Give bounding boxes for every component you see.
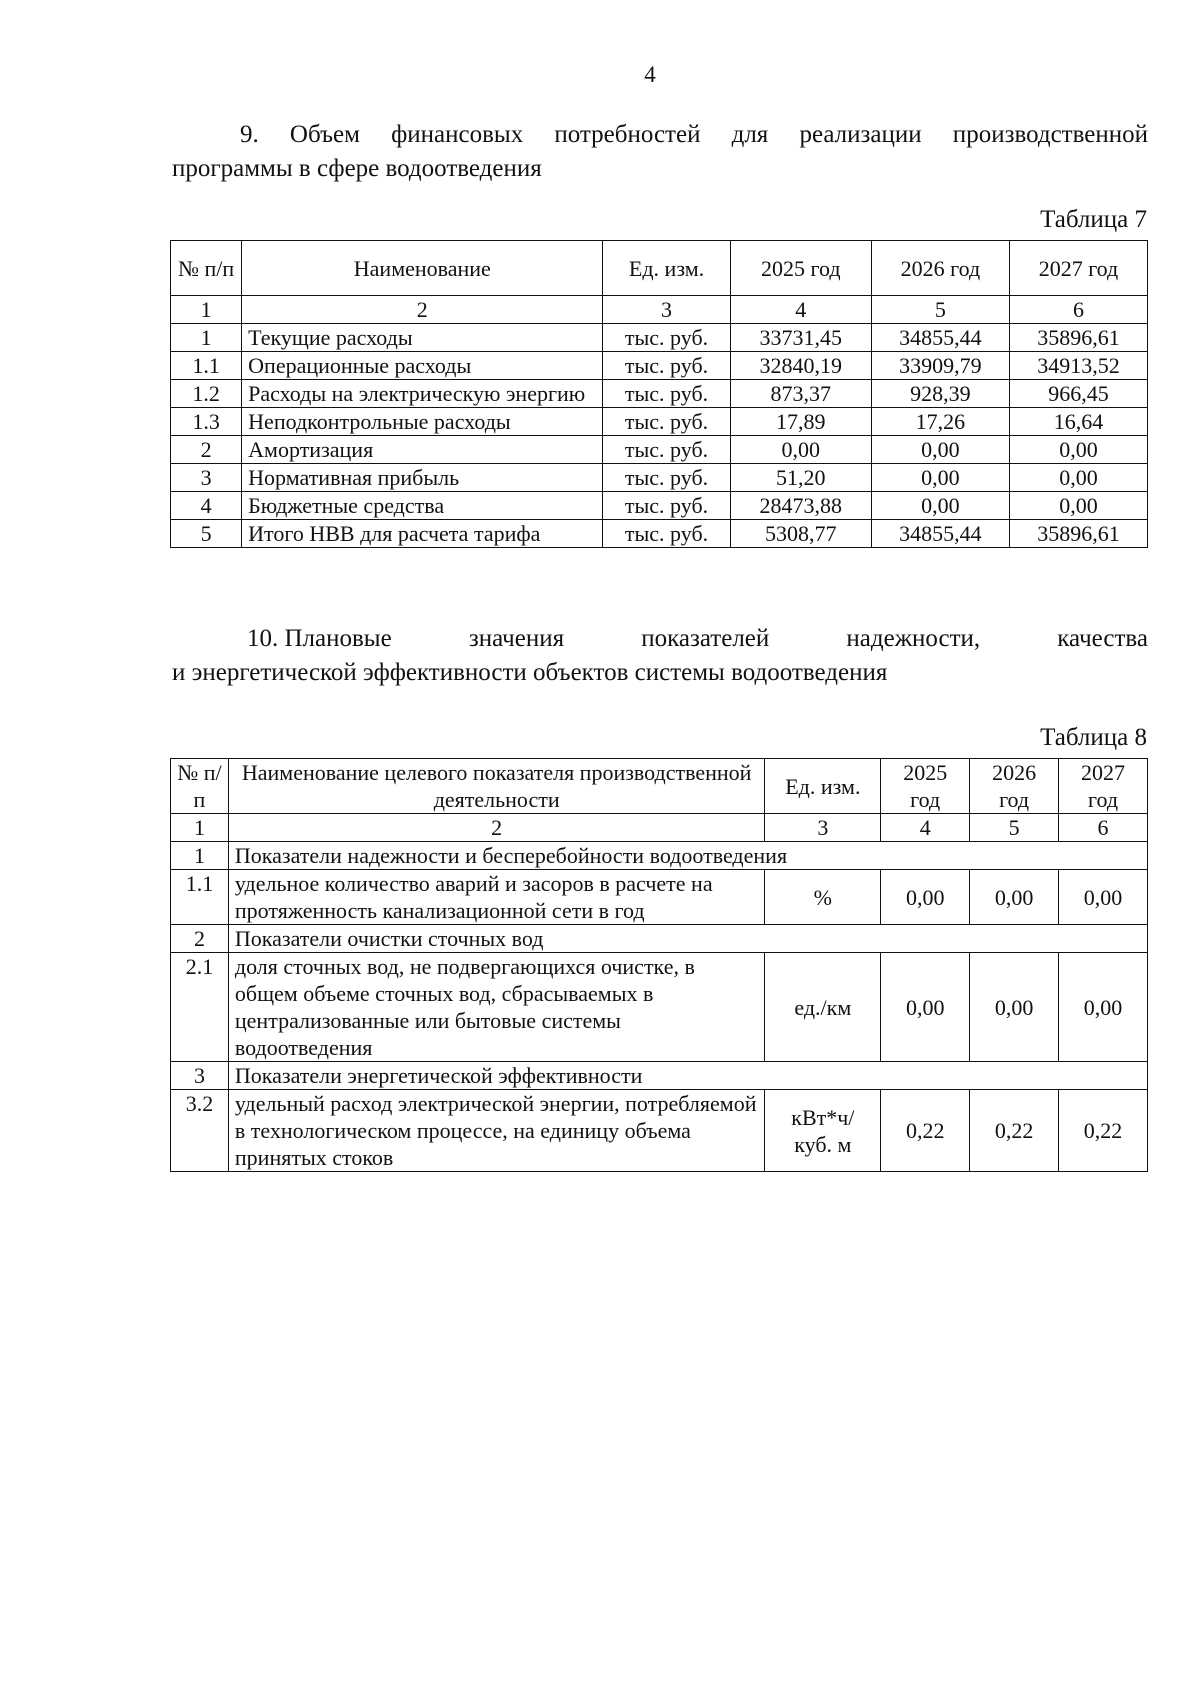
header-cell: Ед. изм.	[765, 759, 881, 814]
table-7-caption: Таблица 7	[1040, 206, 1147, 233]
cell-y2027: 966,45	[1009, 380, 1147, 408]
cell-y2025: 32840,19	[730, 352, 871, 380]
table-row	[171, 464, 1148, 492]
header-cell: 2026 год	[970, 759, 1059, 814]
section-10-heading-line2: и энергетической эффективности объектов системы водоотведения	[172, 659, 888, 686]
table-7	[170, 240, 1148, 548]
cell-no: 5	[171, 520, 242, 548]
cell-y2027: 35896,61	[1009, 324, 1147, 352]
cell-name: Текущие расходы	[242, 324, 603, 352]
cell-unit: %	[765, 870, 881, 925]
index-cell: 5	[871, 296, 1009, 324]
cell-y2025: 17,89	[730, 408, 871, 436]
cell-unit: тыс. руб.	[603, 324, 730, 352]
cell-y2025: 0,22	[881, 1090, 970, 1172]
cell-y2026: 0,00	[871, 464, 1009, 492]
header-cell: Ед. изм.	[603, 241, 730, 296]
cell-y2026: 34855,44	[871, 520, 1009, 548]
table-row	[171, 953, 1148, 1062]
table-row	[171, 520, 1148, 548]
table-row	[171, 352, 1148, 380]
cell-unit: тыс. руб.	[603, 520, 730, 548]
section-9-heading-line2: программы в сфере водоотведения	[172, 155, 542, 182]
cell-y2027: 0,00	[1009, 464, 1147, 492]
cell-name: Амортизация	[242, 436, 603, 464]
header-cell: 2027 год	[1009, 241, 1147, 296]
header-cell: № п/п	[171, 241, 242, 296]
index-cell: 6	[1059, 814, 1148, 842]
cell-unit: тыс. руб.	[603, 352, 730, 380]
cell-name: Бюджетные средства	[242, 492, 603, 520]
cell-unit: тыс. руб.	[603, 464, 730, 492]
cell-y2026: 0,22	[970, 1090, 1059, 1172]
cell-no: 1.2	[171, 380, 242, 408]
table-row	[171, 436, 1148, 464]
cell-y2025: 0,00	[881, 870, 970, 925]
table-8-index-row	[171, 814, 1148, 842]
cell-y2026: 0,00	[871, 492, 1009, 520]
cell-y2026: 0,00	[871, 436, 1009, 464]
cell-y2025: 873,37	[730, 380, 871, 408]
section-9-heading	[172, 118, 1148, 186]
cell-unit: тыс. руб.	[603, 492, 730, 520]
header-cell: Наименование целевого показателя производственной деятельности	[228, 759, 765, 814]
index-cell: 6	[1009, 296, 1147, 324]
table-8-header-row	[171, 759, 1148, 814]
cell-y2025: 0,00	[730, 436, 871, 464]
cell-y2026: 928,39	[871, 380, 1009, 408]
header-cell: Наименование	[242, 241, 603, 296]
cell-name: Расходы на электрическую энергию	[242, 380, 603, 408]
cell-y2026: 34855,44	[871, 324, 1009, 352]
cell-y2025: 5308,77	[730, 520, 871, 548]
index-cell: 3	[765, 814, 881, 842]
index-cell: 4	[881, 814, 970, 842]
group-row	[171, 842, 1148, 870]
cell-no: 1.1	[171, 870, 229, 925]
cell-unit: тыс. руб.	[603, 380, 730, 408]
table-row	[171, 408, 1148, 436]
cell-name: доля сточных вод, не подвергающихся очистке, в общем объеме сточных вод, сбрасываемых в централизованные или бытовые системы водоотведения	[228, 953, 765, 1062]
heading-word: значения	[468, 625, 565, 652]
index-cell: 4	[730, 296, 871, 324]
header-cell: № п/п	[171, 759, 229, 814]
cell-y2025: 51,20	[730, 464, 871, 492]
cell-y2026: 0,00	[970, 953, 1059, 1062]
cell-name: удельное количество аварий и засоров в расчете на протяженность канализационной сети в год	[228, 870, 765, 925]
cell-y2025: 33731,45	[730, 324, 871, 352]
cell-group-title: Показатели надежности и бесперебойности водоотведения	[228, 842, 1147, 870]
cell-y2026: 0,00	[970, 870, 1059, 925]
table-8	[170, 758, 1148, 1172]
index-cell: 5	[970, 814, 1059, 842]
section-10-heading-line1	[172, 622, 1148, 656]
heading-word: показателей	[641, 625, 770, 652]
cell-no: 3	[171, 1062, 229, 1090]
header-cell: 2025 год	[881, 759, 970, 814]
cell-no: 1.1	[171, 352, 242, 380]
index-cell: 3	[603, 296, 730, 324]
index-cell: 1	[171, 296, 242, 324]
cell-name: Операционные расходы	[242, 352, 603, 380]
cell-unit: ед./км	[765, 953, 881, 1062]
cell-y2027: 0,00	[1059, 953, 1148, 1062]
cell-no: 1	[171, 842, 229, 870]
cell-y2025: 0,00	[881, 953, 970, 1062]
cell-y2027: 0,00	[1009, 492, 1147, 520]
heading-word: надежности,	[846, 625, 981, 652]
cell-y2027: 0,22	[1059, 1090, 1148, 1172]
section-9-heading-line1: 9. Объем финансовых потребностей для реализации производственной	[240, 121, 1148, 148]
cell-no: 2	[171, 436, 242, 464]
cell-y2027: 16,64	[1009, 408, 1147, 436]
heading-word: 10. Плановые	[247, 625, 392, 652]
cell-unit: кВт*ч/ куб. м	[765, 1090, 881, 1172]
cell-name: Неподконтрольные расходы	[242, 408, 603, 436]
index-cell: 2	[242, 296, 603, 324]
section-10-heading	[172, 622, 1148, 690]
cell-no: 2.1	[171, 953, 229, 1062]
table-7-header-row	[171, 241, 1148, 296]
cell-name: Нормативная прибыль	[242, 464, 603, 492]
table-row	[171, 870, 1148, 925]
cell-no: 3	[171, 464, 242, 492]
cell-y2027: 35896,61	[1009, 520, 1147, 548]
cell-y2027: 0,00	[1059, 870, 1148, 925]
cell-no: 1	[171, 324, 242, 352]
cell-y2026: 33909,79	[871, 352, 1009, 380]
group-row	[171, 1062, 1148, 1090]
cell-y2025: 28473,88	[730, 492, 871, 520]
cell-no: 1.3	[171, 408, 242, 436]
cell-unit: тыс. руб.	[603, 436, 730, 464]
cell-no: 4	[171, 492, 242, 520]
cell-group-title: Показатели очистки сточных вод	[228, 925, 1147, 953]
table-7-index-row	[171, 296, 1148, 324]
cell-name: Итого НВВ для расчета тарифа	[242, 520, 603, 548]
header-cell: 2025 год	[730, 241, 871, 296]
cell-no: 3.2	[171, 1090, 229, 1172]
heading-word: качества	[1057, 625, 1148, 652]
group-row	[171, 925, 1148, 953]
cell-group-title: Показатели энергетической эффективности	[228, 1062, 1147, 1090]
cell-y2027: 0,00	[1009, 436, 1147, 464]
index-cell: 2	[228, 814, 765, 842]
cell-y2027: 34913,52	[1009, 352, 1147, 380]
table-row	[171, 492, 1148, 520]
header-cell: 2026 год	[871, 241, 1009, 296]
table-row	[171, 380, 1148, 408]
page-number: 4	[644, 62, 656, 87]
cell-no: 2	[171, 925, 229, 953]
table-row	[171, 1090, 1148, 1172]
cell-name: удельный расход электрической энергии, потребляемой в технологическом процессе, на единицу объема принятых стоков	[228, 1090, 765, 1172]
cell-unit: тыс. руб.	[603, 408, 730, 436]
header-cell: 2027 год	[1059, 759, 1148, 814]
table-row	[171, 324, 1148, 352]
table-8-caption: Таблица 8	[1040, 724, 1147, 751]
cell-y2026: 17,26	[871, 408, 1009, 436]
index-cell: 1	[171, 814, 229, 842]
